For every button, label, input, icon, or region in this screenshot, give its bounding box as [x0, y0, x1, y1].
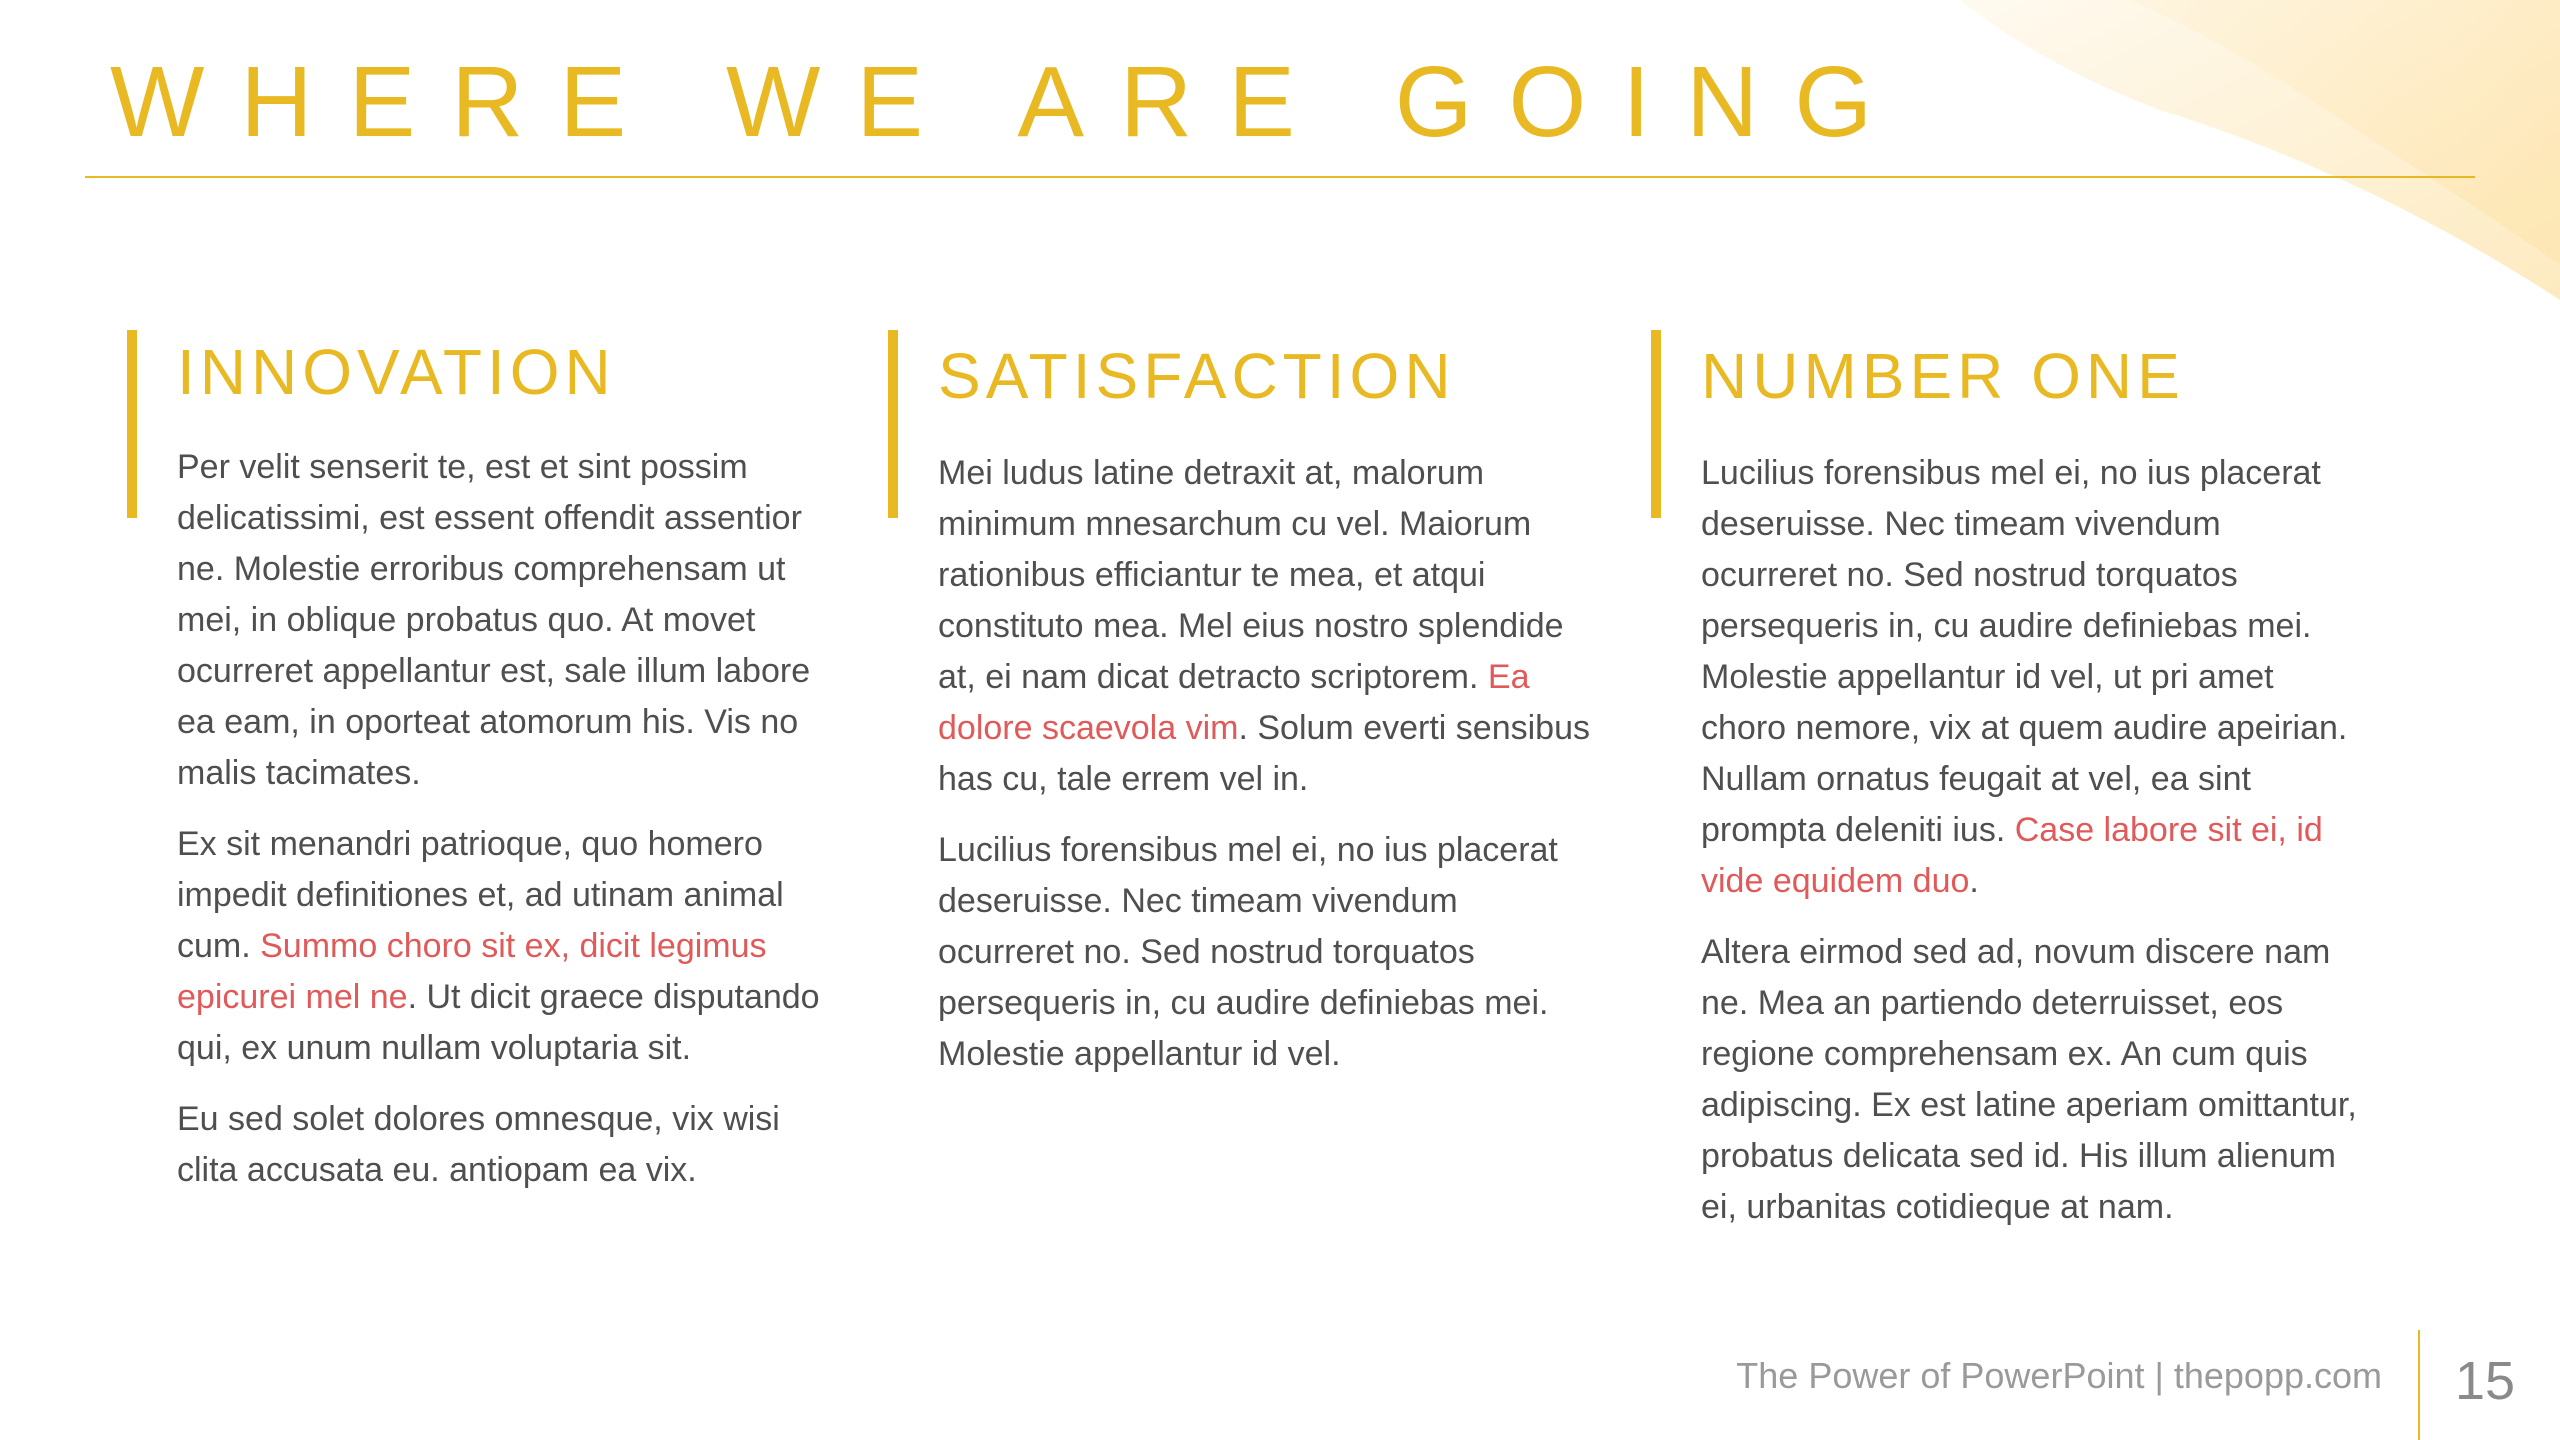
body-text: Ex sit menandri patrioque, quo homero impedit definitiones et, ad utinam animal cum.: [177, 825, 784, 965]
footer-divider: [2418, 1330, 2420, 1440]
body-text: Per velit senserit te, est et sint possim delicatissimi, est essent offendit assentior ne. Molestie erroribus comprehensam ut mei, in oblique probatus quo. At movet ocurreret appellantur est, sale illum labore ea eam, in oporteat atomorum his. Vis no malis tacimates.: [177, 448, 811, 792]
body-paragraph: [938, 448, 1598, 805]
slide-title: WHERE WE ARE GOING: [110, 46, 1909, 158]
body-text: . Ut dicit graece disputando qui, ex unum nullam voluptaria sit.: [177, 978, 820, 1067]
body-paragraph: [177, 819, 837, 1074]
column-heading: NUMBER ONE: [1701, 340, 2185, 412]
body-text: Mei ludus latine detraxit at, malorum minimum mnesarchum cu vel. Maiorum rationibus efficiantur te mea, et atqui constituto mea. Mel eius nostro splendide at, ei nam dicat detracto scriptorem.: [938, 454, 1564, 696]
body-text: .: [1969, 862, 1979, 900]
body-paragraph: [177, 1094, 837, 1196]
column-accent-bar: [1651, 330, 1661, 518]
body-text: Lucilius forensibus mel ei, no ius placerat deseruisse. Nec timeam vivendum ocurreret no. Sed nostrud torquatos persequeris in, cu audire definiebas mei. Molestie appellantur id vel, ut pri amet choro nemore, vix at quem audire apeirian. Nullam ornatus feugait at vel, ea sint prompta deleniti ius.: [1701, 454, 2348, 849]
column-heading: SATISFACTION: [938, 340, 1456, 412]
column-accent-bar: [127, 330, 137, 518]
body-paragraph: [1701, 448, 2361, 907]
body-text: Eu sed solet dolores omnesque, vix wisi clita accusata eu. antiopam ea vix.: [177, 1100, 780, 1189]
highlighted-text: Summo choro sit ex, dicit legimus epicurei mel ne: [177, 927, 767, 1016]
title-underline: [85, 176, 2475, 178]
body-text: Altera eirmod sed ad, novum discere nam ne. Mea an partiendo deterruisset, eos regione comprehensam ex. An cum quis adipiscing. Ex est latine aperiam omittantur, probatus delicata sed id. His illum alienum ei, urbanitas cotidieque at nam.: [1701, 933, 2357, 1226]
column-body: [938, 330, 1598, 1100]
corner-swoosh-decoration: [1960, 0, 2560, 300]
body-paragraph: [1701, 927, 2361, 1233]
column-paragraphs: [938, 448, 1598, 1080]
column-accent-bar: [888, 330, 898, 518]
column-body: [177, 330, 837, 1216]
column-heading: INNOVATION: [177, 336, 616, 408]
body-text: Lucilius forensibus mel ei, no ius placerat deseruisse. Nec timeam vivendum ocurreret no. Sed nostrud torquatos persequeris in, cu audire definiebas mei. Molestie appellantur id vel.: [938, 831, 1558, 1073]
body-paragraph: [177, 442, 837, 799]
highlighted-text: Ea dolore scaevola vim: [938, 658, 1530, 747]
body-text: . Solum everti sensibus has cu, tale errem vel in.: [938, 709, 1590, 798]
column-body: [1701, 330, 2361, 1253]
column-paragraphs: [177, 442, 837, 1196]
column-paragraphs: [1701, 448, 2361, 1233]
highlighted-text: Case labore sit ei, id vide equidem duo: [1701, 811, 2323, 900]
body-paragraph: [938, 825, 1598, 1080]
footer-text: The Power of PowerPoint | thepopp.com: [1736, 1355, 2382, 1396]
page-number: 15: [2455, 1351, 2516, 1411]
